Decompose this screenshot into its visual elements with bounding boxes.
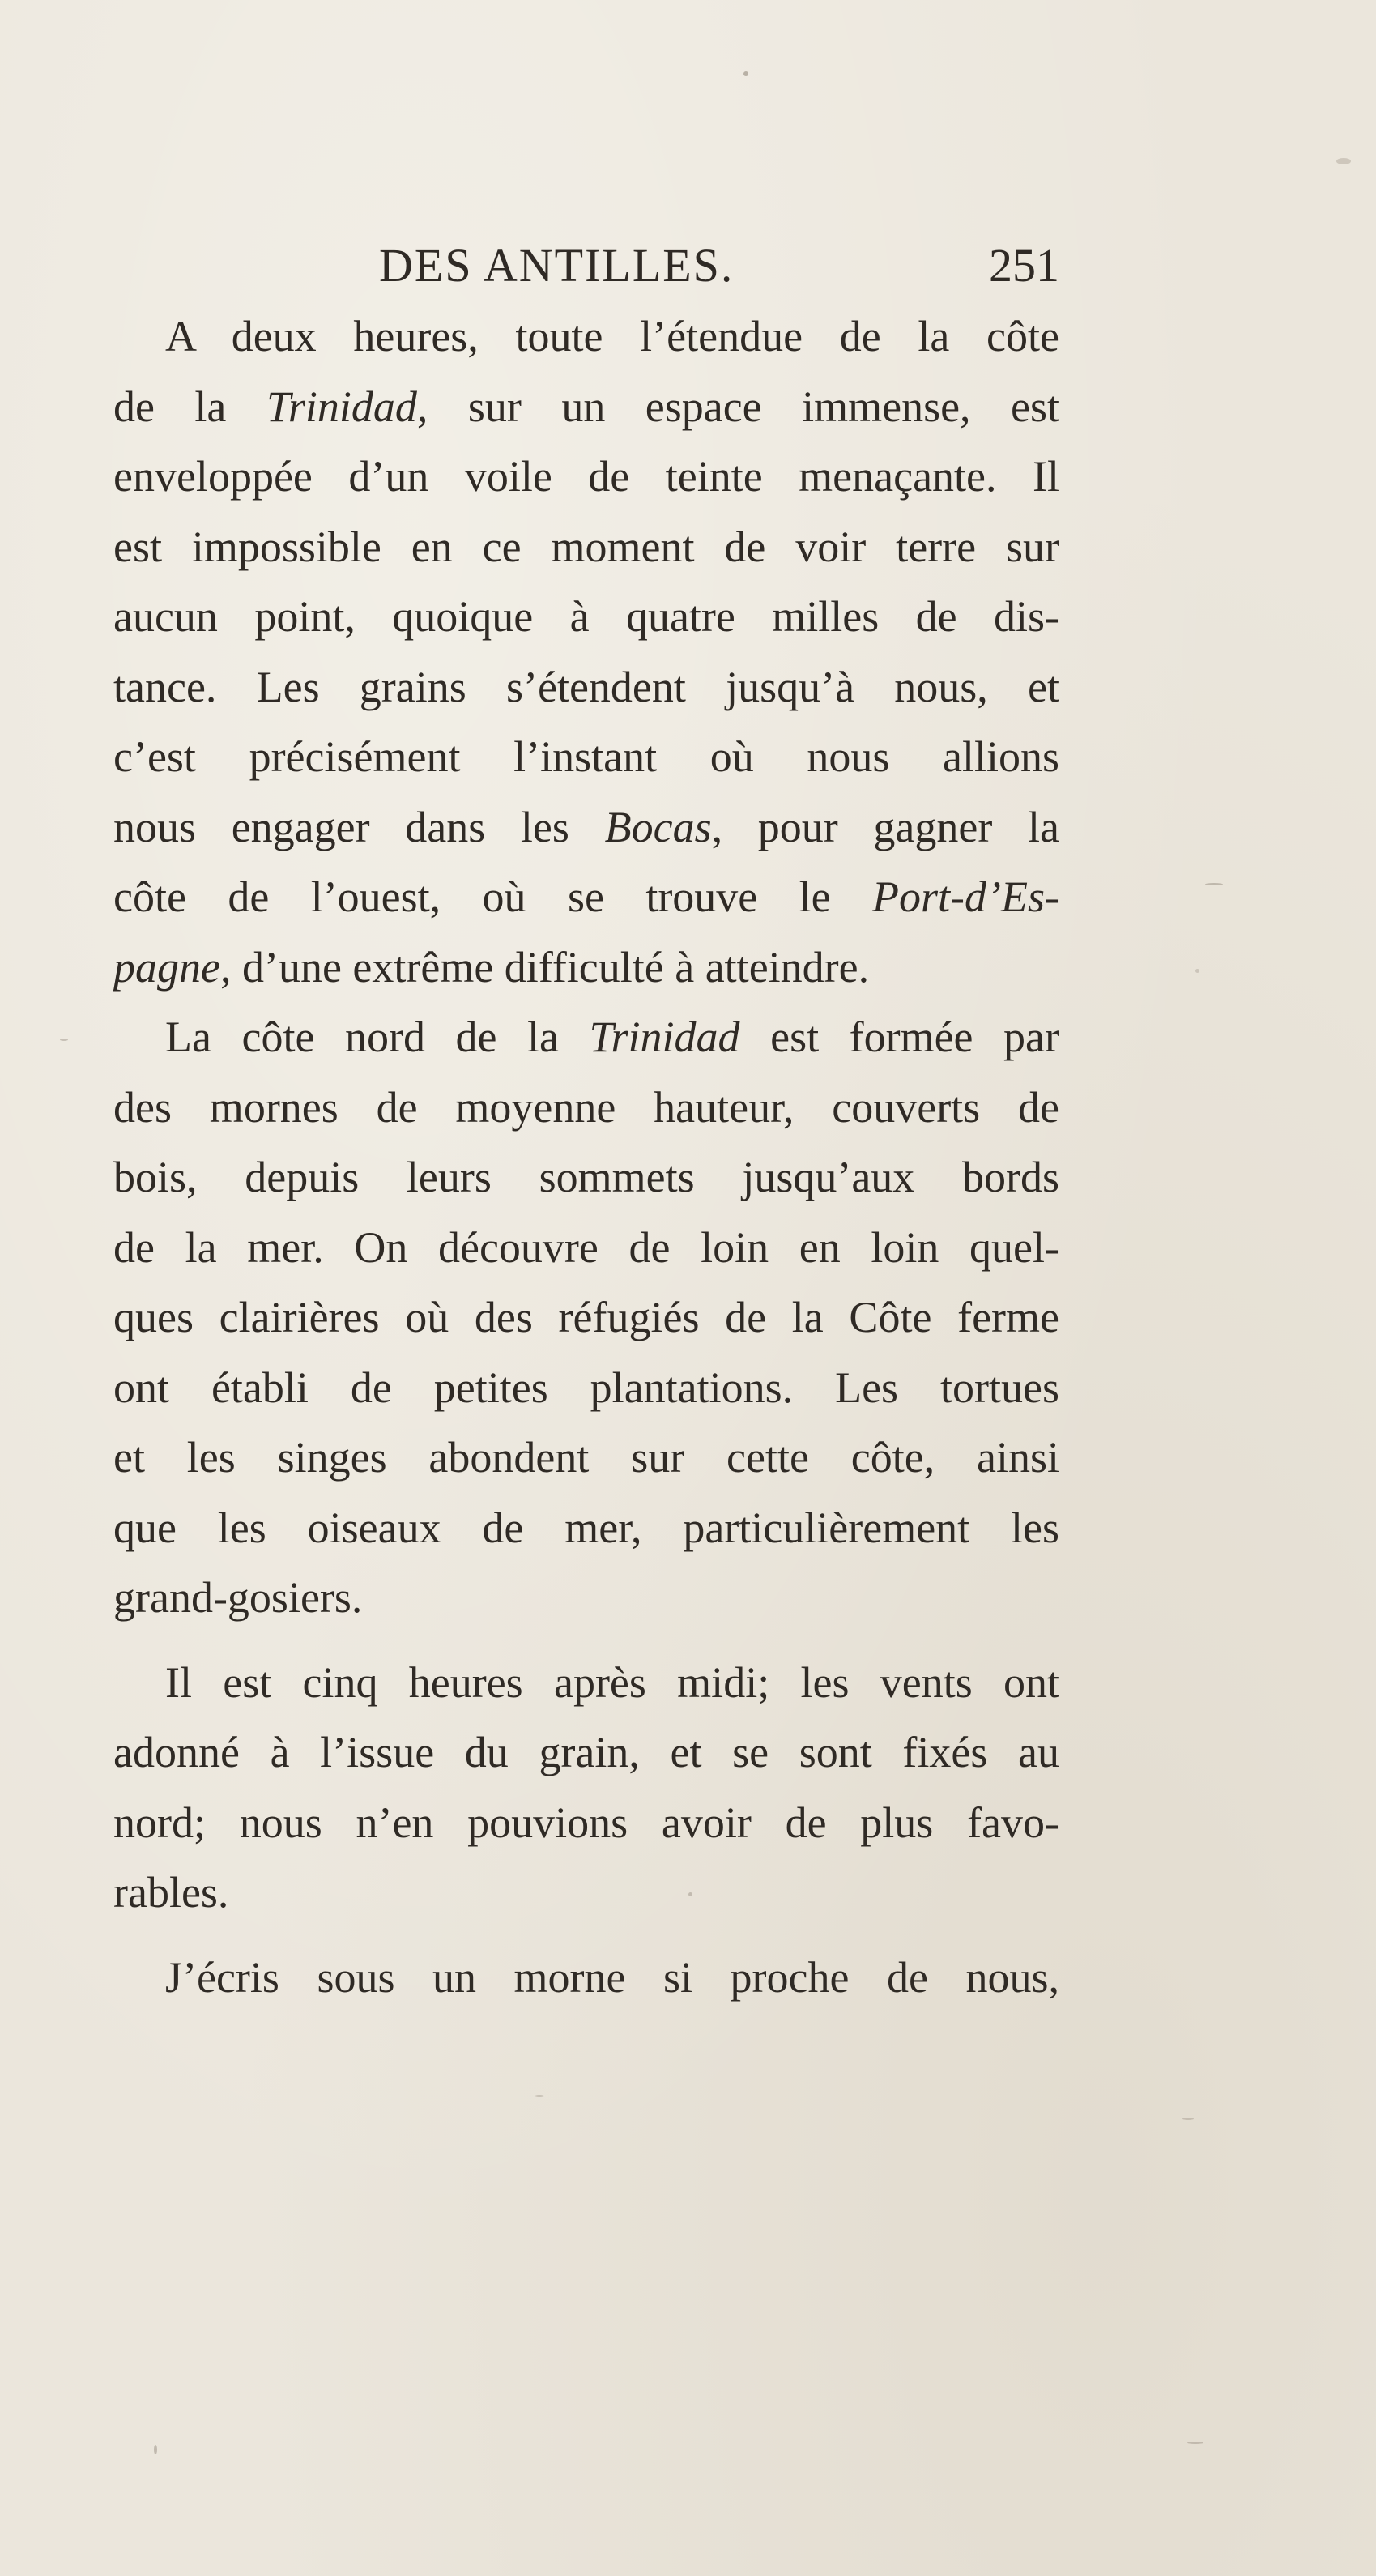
paper-speck — [1336, 158, 1351, 164]
paper-speck — [688, 1892, 692, 1896]
paper-speck — [1182, 2118, 1194, 2120]
text-line: et les singes abondent sur cette côte, ainsi — [113, 1433, 1059, 1482]
paper-speck — [1187, 2442, 1203, 2444]
text-line: ques clairières où des réfugiés de la Côte ferme — [113, 1293, 1059, 1341]
text-line: de la mer. On découvre de loin en loin quel- — [113, 1222, 1059, 1272]
text-line: est impossible en ce moment de voir terre sur — [113, 522, 1059, 571]
text-line: que les oiseaux de mer, particulièrement les — [113, 1503, 1059, 1552]
text-line: J’écris sous un morne si proche de nous, — [165, 1952, 1059, 2002]
paper-speck — [60, 1039, 68, 1041]
text-line: c’est précisément l’instant où nous allions — [113, 732, 1059, 781]
paper-speck — [1195, 969, 1199, 973]
place-name: Port-d’Es- — [872, 872, 1059, 921]
text-line: côte de l’ouest, où se trouve le Port-d’Es- — [113, 872, 1059, 921]
text-line: aucun point, quoique à quatre milles de dis- — [113, 592, 1059, 641]
text-line: nord; nous n’en pouvions avoir de plus favo- — [113, 1798, 1059, 1847]
text-line: nous engager dans les Bocas, pour gagner la — [113, 802, 1059, 851]
text-line: La côte nord de la Trinidad est formée par — [165, 1013, 1059, 1061]
place-name: Trinidad — [589, 1013, 740, 1061]
text-line: des mornes de moyenne hauteur, couverts de — [113, 1082, 1059, 1132]
text-line: A deux heures, toute l’étendue de la côte — [165, 312, 1059, 360]
text-line: Il est cinq heures après midi; les vents ont — [165, 1657, 1059, 1707]
body-text — [113, 301, 1059, 2012]
paper-speck — [154, 2445, 157, 2454]
text-line: rables. — [113, 1868, 229, 1917]
text-line: grand-gosiers. — [113, 1573, 363, 1622]
place-name: pagne — [113, 942, 220, 992]
text-line: ont établi de petites plantations. Les tortues — [113, 1363, 1059, 1412]
text-line: bois, depuis leurs sommets jusqu’aux bords — [113, 1153, 1059, 1201]
place-name: Trinidad — [266, 382, 417, 431]
place-name: Bocas — [604, 802, 712, 851]
text-line: adonné à l’issue du grain, et se sont fixés au — [113, 1728, 1059, 1776]
text-line: enveloppée d’un voile de teinte menaçante. Il — [113, 452, 1059, 501]
text-line: de la Trinidad, sur un espace immense, est — [113, 382, 1059, 431]
paper-speck — [1205, 883, 1223, 885]
page-header — [113, 233, 1059, 298]
paper-speck — [535, 2095, 544, 2097]
text-line: tance. Les grains s’étendent jusqu’à nous, et — [113, 662, 1059, 711]
text-line: pagne, d’une extrême difficulté à atteindre. — [113, 942, 870, 992]
running-title: DES ANTILLES. — [379, 239, 735, 292]
page-number: 251 — [989, 239, 1059, 292]
paper-speck — [743, 71, 748, 76]
